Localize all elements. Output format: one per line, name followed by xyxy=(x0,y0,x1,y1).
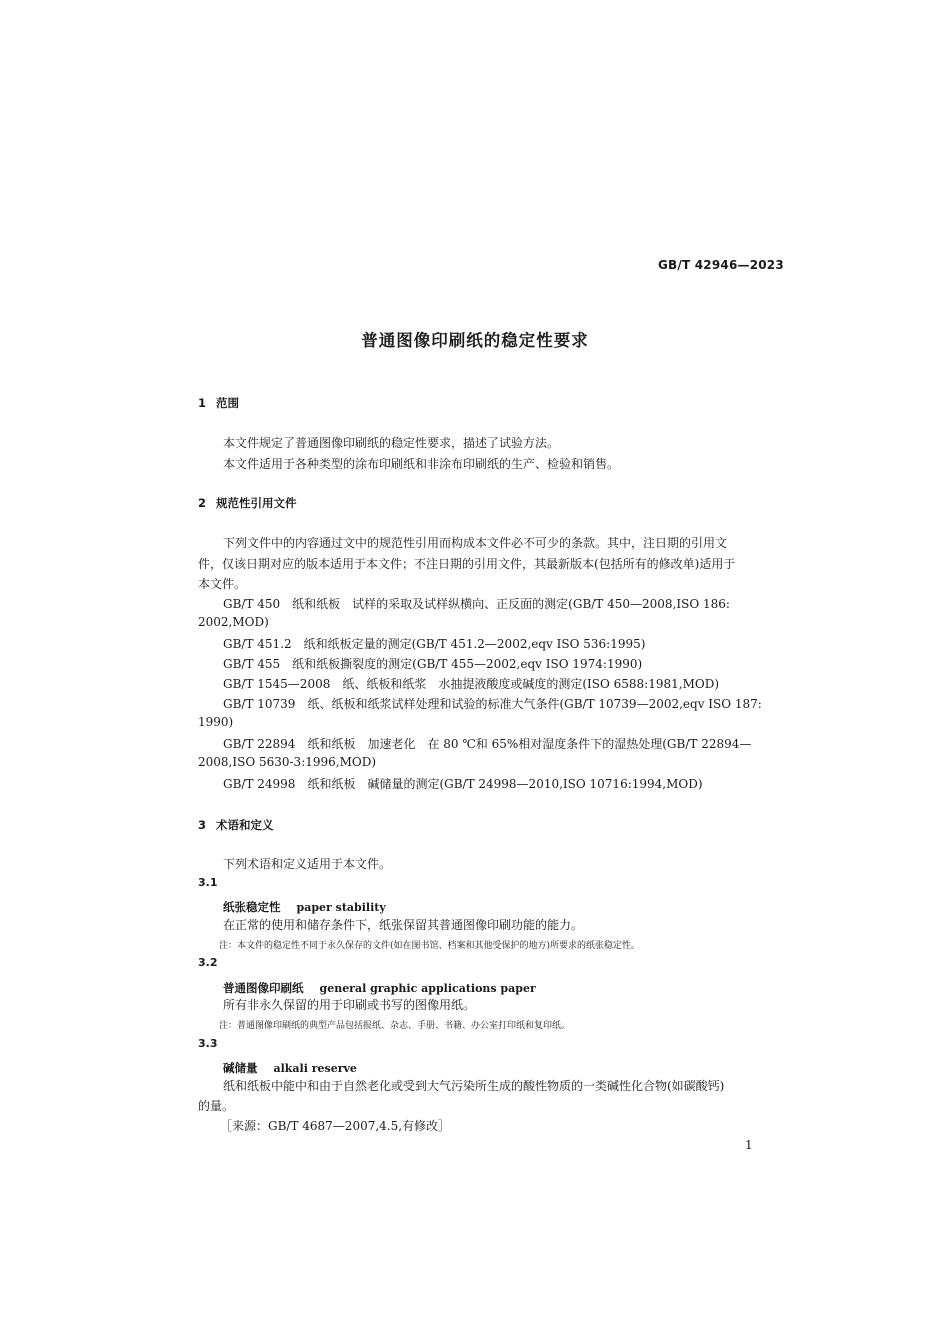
reference-item-cont: 2008,ISO 5630-3:1996,MOD) xyxy=(198,755,377,769)
reference-item: GB/T 450 纸和纸板 试样的采取及试样纵横向、正反面的测定(GB/T 450—2008,ISO 186: xyxy=(223,597,730,611)
term-note: 注：普通图像印刷纸的典型产品包括报纸、杂志、手册、书籍、办公室打印纸和复印纸。 xyxy=(219,1021,571,1031)
standard-code: GB/T 42946—2023 xyxy=(658,258,784,272)
term-entry xyxy=(223,977,536,996)
reference-item: GB/T 24998 纸和纸板 碱储量的测定(GB/T 24998—2010,ISO 10716:1994,MOD) xyxy=(223,777,703,791)
term-number: 3.2 xyxy=(198,956,218,969)
term-source: ［来源：GB/T 4687—2007,4.5,有修改］ xyxy=(220,1119,451,1133)
paragraph: 本文件适用于各种类型的涂布印刷纸和非涂布印刷纸的生产、检验和销售。 xyxy=(223,457,620,471)
term-english: alkali reserve xyxy=(273,1062,357,1075)
paragraph: 下列术语和定义适用于本文件。 xyxy=(223,857,392,871)
section-3-heading xyxy=(198,817,274,833)
section-title: 术语和定义 xyxy=(216,818,274,832)
term-chinese: 普通图像印刷纸 xyxy=(223,981,304,995)
paragraph: 本文件规定了普通图像印刷纸的稳定性要求，描述了试验方法。 xyxy=(223,436,560,450)
term-number: 3.3 xyxy=(198,1037,218,1050)
reference-item: GB/T 1545—2008 纸、纸板和纸浆 水抽提液酸度或碱度的测定(ISO 6588:1981,MOD) xyxy=(223,677,720,691)
reference-item-cont: 2002,MOD) xyxy=(198,615,269,629)
intro-line: 件，仅该日期对应的版本适用于本文件；不注日期的引用文件，其最新版本(包括所有的修改单)适用于 xyxy=(198,557,736,571)
reference-item: GB/T 455 纸和纸板撕裂度的测定(GB/T 455—2002,eqv ISO 1974:1990) xyxy=(223,657,643,671)
term-definition: 纸和纸板中能中和由于自然老化或受到大气污染所生成的酸性物质的一类碱性化合物(如碳酸钙) xyxy=(223,1079,725,1093)
term-definition: 所有非永久保留的用于印刷或书写的图像用纸。 xyxy=(223,998,476,1012)
term-definition-cont: 的量。 xyxy=(198,1099,235,1113)
section-title: 范围 xyxy=(216,396,239,410)
intro-line: 下列文件中的内容通过文中的规范性引用而构成本文件必不可少的条款。其中，注日期的引用文 xyxy=(223,536,728,550)
term-entry xyxy=(223,896,386,915)
term-english: paper stability xyxy=(296,901,386,914)
reference-item-cont: 1990) xyxy=(198,715,234,729)
document-title: 普通图像印刷纸的稳定性要求 xyxy=(361,331,589,350)
term-number: 3.1 xyxy=(198,876,218,889)
section-number: 3 xyxy=(198,818,207,832)
term-note: 注：本文件的稳定性不同于永久保存的文件(如在图书馆、档案和其他受保护的地方)所要求的纸张稳定性。 xyxy=(219,941,641,951)
section-2-heading xyxy=(198,495,297,511)
term-definition: 在正常的使用和储存条件下，纸张保留其普通图像印刷功能的能力。 xyxy=(223,918,584,932)
intro-line: 本文件。 xyxy=(198,577,247,591)
section-1-heading xyxy=(198,395,239,411)
page-number: 1 xyxy=(745,1138,753,1152)
term-entry xyxy=(223,1057,357,1076)
section-number: 1 xyxy=(198,396,207,410)
term-chinese: 纸张稳定性 xyxy=(223,900,281,914)
reference-item: GB/T 10739 纸、纸板和纸浆试样处理和试验的标准大气条件(GB/T 10739—2002,eqv ISO 187: xyxy=(223,697,762,711)
section-number: 2 xyxy=(198,496,207,510)
reference-item: GB/T 22894 纸和纸板 加速老化 在 80 ℃和 65%相对湿度条件下的湿热处理(GB/T 22894— xyxy=(223,737,752,751)
section-title: 规范性引用文件 xyxy=(216,496,297,510)
term-english: general graphic applications paper xyxy=(319,982,536,995)
term-chinese: 碱储量 xyxy=(223,1061,258,1075)
reference-item: GB/T 451.2 纸和纸板定量的测定(GB/T 451.2—2002,eqv ISO 536:1995) xyxy=(223,637,646,651)
